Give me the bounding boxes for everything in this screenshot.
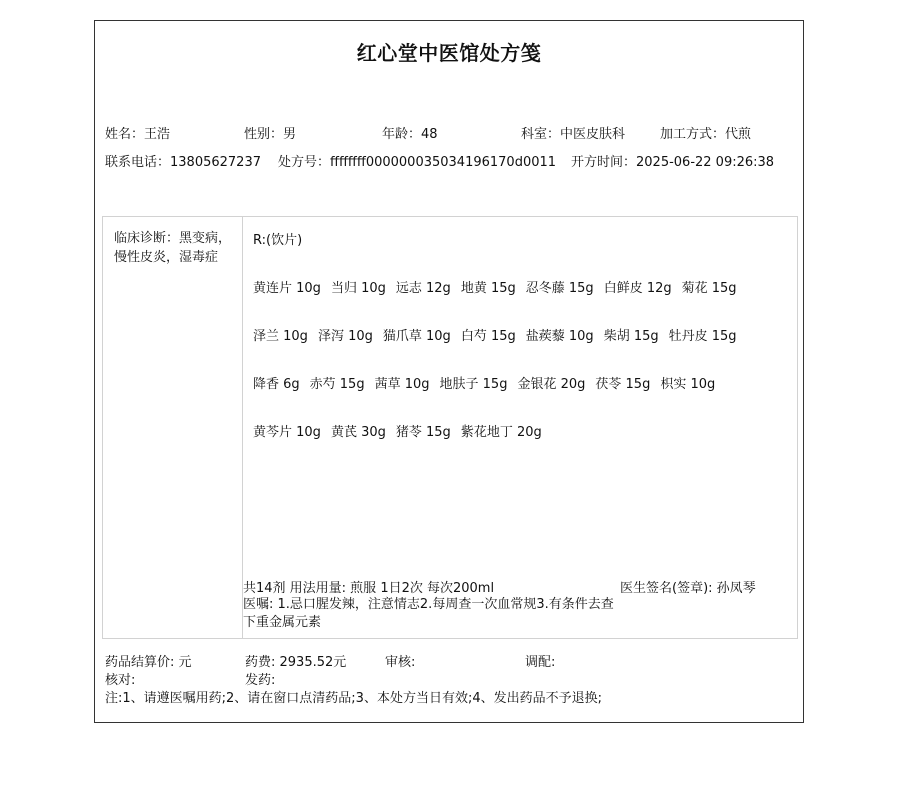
prescription-number: 处方号：ffffffff000000035034196170d0011 bbox=[278, 155, 557, 170]
herb-item: 泽泻 10g bbox=[317, 329, 373, 344]
herb-row-1 bbox=[253, 277, 747, 296]
drug-settlement: 药品结算价: 元 bbox=[105, 655, 192, 670]
herb-item: 牡丹皮 15g bbox=[668, 329, 737, 344]
patient-department: 科室：中医皮肤科 bbox=[521, 127, 626, 142]
prescription-sheet bbox=[94, 20, 804, 723]
herb-item: 菊花 15g bbox=[681, 281, 737, 296]
herb-item: 白芍 15g bbox=[460, 329, 516, 344]
issue-label: 发药: bbox=[245, 673, 276, 688]
check-label: 核对: bbox=[105, 673, 136, 688]
patient-name: 姓名：王浩 bbox=[105, 127, 171, 142]
herb-item: 猫爪草 10g bbox=[382, 329, 451, 344]
herb-item: 当归 10g bbox=[330, 281, 386, 296]
herb-item: 猪苓 15g bbox=[395, 425, 451, 440]
herb-row-3 bbox=[253, 373, 725, 392]
herb-row-4 bbox=[253, 421, 552, 440]
herb-item: 紫花地丁 20g bbox=[460, 425, 542, 440]
herb-item: 地黄 15g bbox=[460, 281, 516, 296]
usage-dosage: 共14剂 用法用量: 煎服 1日2次 每次200ml bbox=[243, 581, 495, 596]
diagnosis-column bbox=[103, 217, 243, 638]
page-title: 红心堂中医馆处方笺 bbox=[356, 41, 542, 65]
patient-phone: 联系电话：13805627237 bbox=[105, 155, 261, 170]
herb-row-2 bbox=[253, 325, 747, 344]
herb-item: 黄连片 10g bbox=[253, 281, 321, 296]
dispense-label: 调配: bbox=[525, 655, 556, 670]
herb-item: 远志 12g bbox=[395, 281, 451, 296]
herb-item: 柴胡 15g bbox=[603, 329, 659, 344]
herb-item: 枳实 10g bbox=[660, 377, 716, 392]
clinical-diagnosis: 临床诊断：黑变病，慢性皮炎，湿毒症 bbox=[114, 231, 232, 265]
herb-item: 白鲜皮 12g bbox=[603, 281, 672, 296]
review-label: 审核: bbox=[385, 655, 416, 670]
herb-item: 盐蒺藜 10g bbox=[525, 329, 594, 344]
herb-item: 金银花 20g bbox=[517, 377, 586, 392]
drug-fee: 药费: 2935.52元 bbox=[245, 655, 347, 670]
patient-age: 年龄：48 bbox=[382, 127, 438, 142]
footer-note: 注:1、请遵医嘱用药;2、请在窗口点清药品;3、本处方当日有效;4、发出药品不予退换; bbox=[105, 691, 602, 706]
processing-method: 加工方式：代煎 bbox=[660, 127, 752, 142]
herb-item: 泽兰 10g bbox=[253, 329, 308, 344]
herb-item: 茯苓 15g bbox=[595, 377, 651, 392]
rx-label: R:(饮片) bbox=[253, 233, 303, 248]
doctor-signature: 医生签名(签章): 孙凤琴 bbox=[620, 581, 756, 596]
prescription-time: 开方时间：2025-06-22 09:26:38 bbox=[571, 155, 775, 170]
herb-item: 忍冬藤 15g bbox=[525, 281, 594, 296]
herb-item: 黄芩片 10g bbox=[253, 425, 321, 440]
herb-item: 黄芪 30g bbox=[330, 425, 386, 440]
herb-item: 降香 6g bbox=[253, 377, 300, 392]
patient-gender: 性别：男 bbox=[244, 127, 297, 142]
medical-advice: 医嘱: 1.忌口腥发辣，注意情志2.每周查一次血常规3.有条件去查下重金属元素 bbox=[243, 597, 614, 630]
herb-item: 赤芍 15g bbox=[309, 377, 365, 392]
herb-item: 茜草 10g bbox=[374, 377, 430, 392]
herb-item: 地肤子 15g bbox=[439, 377, 508, 392]
prescription-box bbox=[102, 216, 798, 639]
